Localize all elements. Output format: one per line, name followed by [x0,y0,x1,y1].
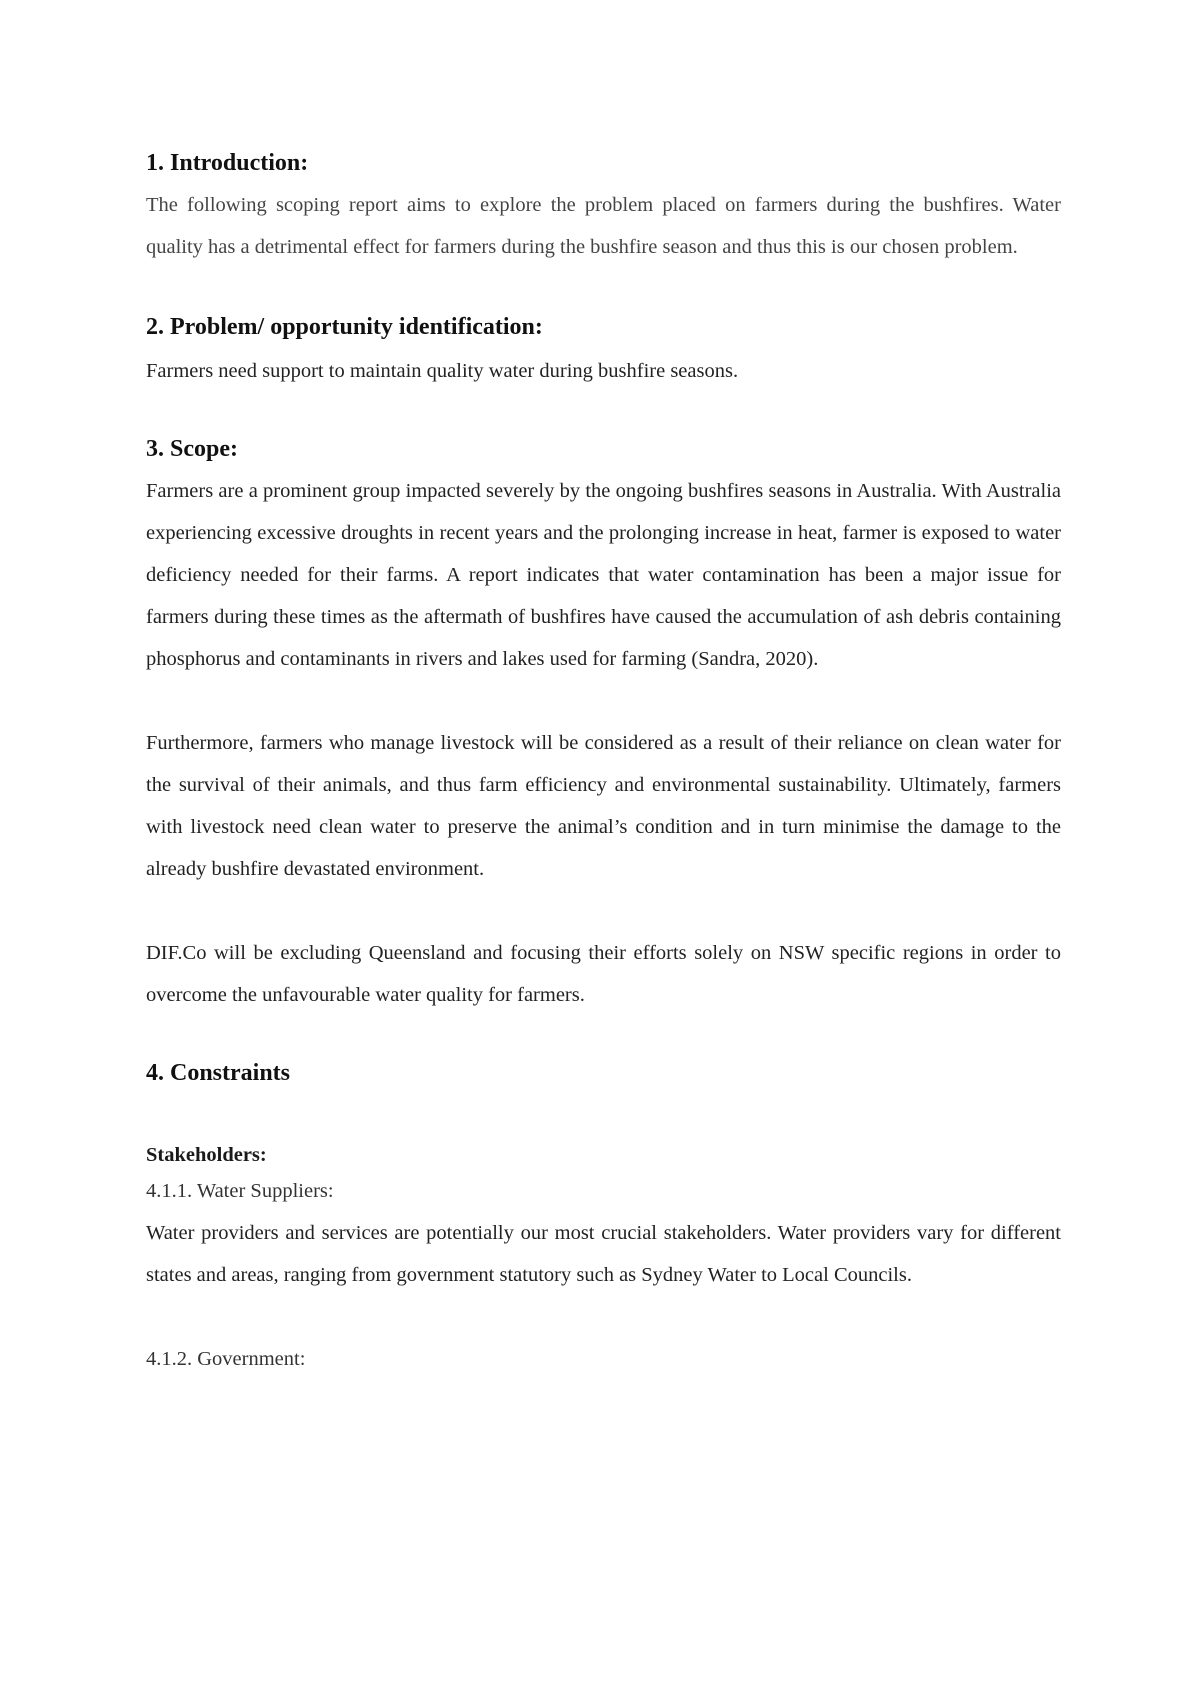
stakeholder-label-water-suppliers: 4.1.1. Water Suppliers: [146,1180,334,1202]
stakeholder-paragraph-water-suppliers: Water providers and services are potentially our most crucial stakeholders. Water providers vary for different states and areas, ranging from government statutory such as Sydney Water to Local Councils. [146,1222,1061,1286]
introduction-paragraph: The following scoping report aims to explore the problem placed on farmers during the bushfires. Water quality has a detrimental effect for farmers during the bushfire season and thus this is our chosen problem. [146,194,1061,258]
problem-paragraph: Farmers need support to maintain quality water during bushfire seasons. [146,360,739,382]
scope-paragraph-3: DIF.Co will be excluding Queensland and focusing their efforts solely on NSW specific regions in order to overcome the unfavourable water quality for farmers. [146,942,1061,1006]
stakeholders-subheading: Stakeholders: [146,1144,267,1166]
section-heading-scope: 3. Scope: [146,436,238,462]
section-heading-constraints: 4. Constraints [146,1060,291,1086]
stakeholder-label-government: 4.1.2. Government: [146,1348,306,1370]
document-page [146,148,1061,1380]
scope-paragraph-2: Furthermore, farmers who manage livestock will be considered as a result of their reliance on clean water for the survival of their animals, and thus farm efficiency and environmental sustainability. Ultimately, farmers with livestock need clean water to preserve the animal’s condition and in turn minimise the damage to the already bushfire devastated environment. [146,732,1061,880]
scope-paragraph-1: Farmers are a prominent group impacted severely by the ongoing bushfires seasons in Australia. With Australia experiencing excessive droughts in recent years and the prolonging increase in heat, farmer is exposed to water deficiency needed for their farms. A report indicates that water contamination has been a major issue for farmers during these times as the aftermath of bushfires have caused the accumulation of ash debris containing phosphorus and contaminants in rivers and lakes used for farming (Sandra, 2020). [146,480,1061,670]
section-heading-problem: 2. Problem/ opportunity identification: [146,314,543,340]
section-heading-introduction: 1. Introduction: [146,150,309,176]
